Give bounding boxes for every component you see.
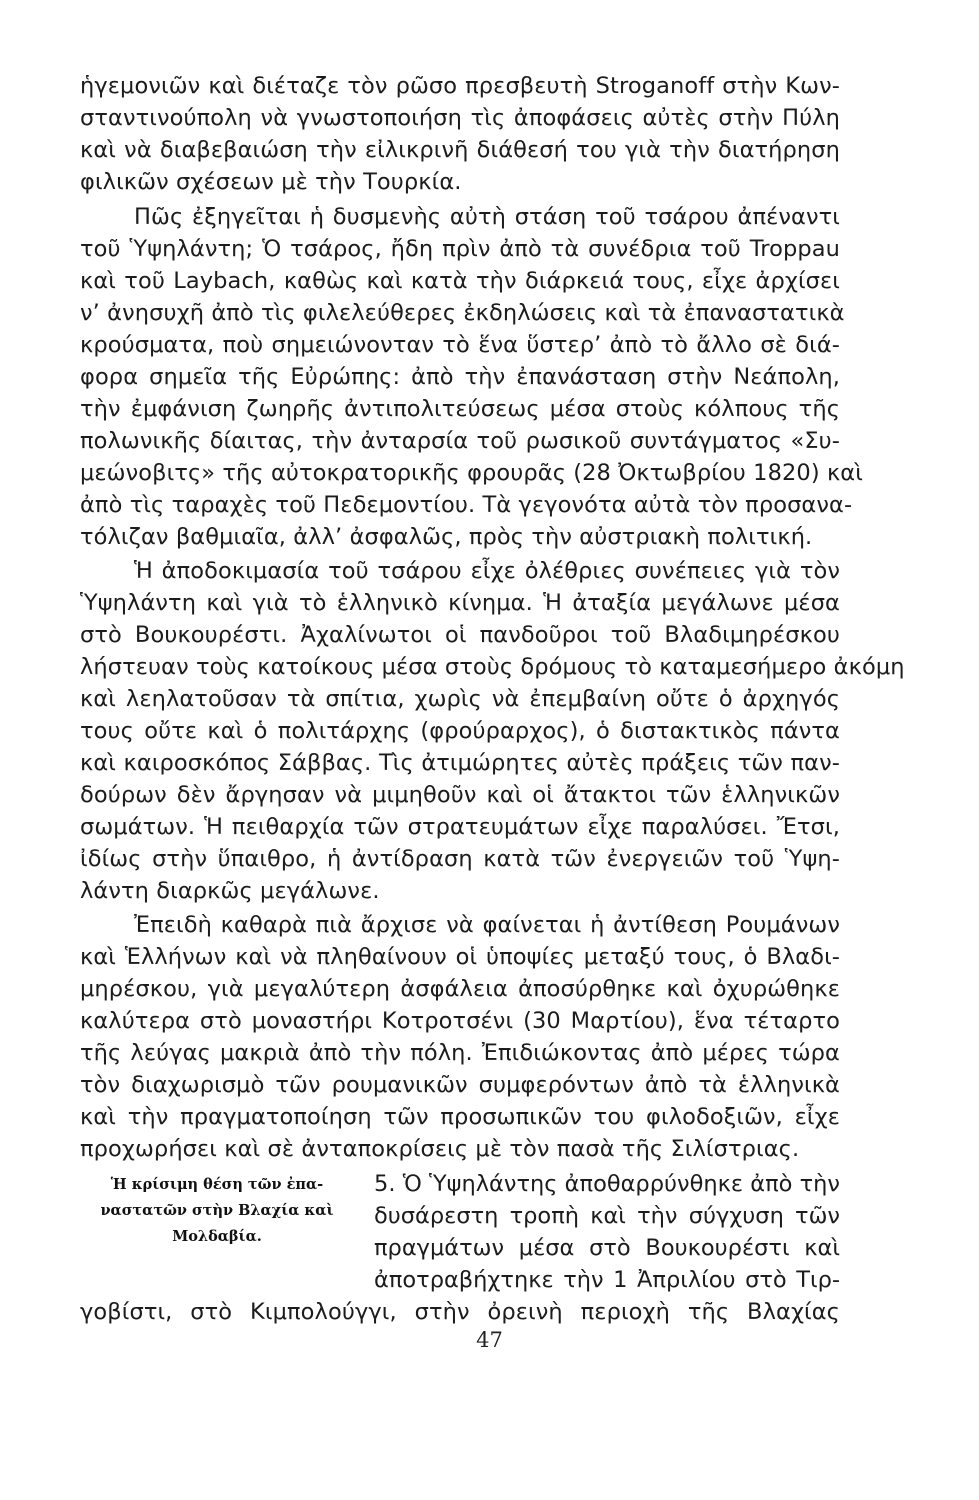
text-line: καὶ καιροσκόπος Σάββας. Τὶς ἀτιμώρητες αὐτὲς πράξεις τῶν παν- <box>80 750 840 776</box>
margin-note <box>82 1172 352 1250</box>
text-line: δούρων δὲν ἄργησαν νὰ μιμηθοῦν καὶ οἱ ἄτακτοι τῶν ἑλληνικῶν <box>80 782 840 808</box>
text-line: κρούσματα, ποὺ σημειώνονταν τὸ ἕνα ὕστερ’ ἀπὸ τὸ ἄλλο σὲ διά- <box>80 332 840 358</box>
text-line: τόλιζαν βαθμιαῖα, ἀλλ’ ἀσφαλῶς, πρὸς τὴν αὐστριακὴ πολιτική. <box>80 524 813 550</box>
text-line: ν’ ἀνησυχῆ ἀπὸ τὶς φιλελεύθερες ἐκδηλώσεις καὶ τὰ ἐπαναστατικὰ <box>80 300 845 326</box>
text-line: γοβίστι, στὸ Κιμπολούγγι, στὴν ὀρεινὴ περιοχὴ τῆς Βλαχίας <box>80 1299 840 1325</box>
text-line: τῆς λεύγας μακριὰ ἀπὸ τὴν πόλη. Ἐπιδιώκοντας ἀπὸ μέρες τώρα <box>80 1040 840 1066</box>
text-line: Ἐπειδὴ καθαρὰ πιὰ ἄρχισε νὰ φαίνεται ἡ ἀντίθεση Ρουμάνων <box>134 912 840 938</box>
text-line: καλύτερα στὸ μοναστήρι Κοτροτσένι (30 Μαρτίου), ἕνα τέταρτο <box>80 1008 840 1034</box>
text-line: ἰδίως στὴν ὕπαιθρο, ἡ ἀντίδραση κατὰ τῶν ἐνεργειῶν τοῦ Ὑψη- <box>80 846 840 872</box>
section-heading-line: 5. Ὁ Ὑψηλάντης ἀποθαρρύνθηκε ἀπὸ τὴν <box>374 1171 840 1197</box>
text-line: σωμάτων. Ἡ πειθαρχία τῶν στρατευμάτων εἶχε παραλύσει. Ἔτσι, <box>80 814 840 840</box>
text-line: ἀπὸ τὶς ταραχὲς τοῦ Πεδεμοντίου. Τὰ γεγονότα αὐτὰ τὸν προσανα- <box>80 492 853 518</box>
text-line: Ἡ ἀποδοκιμασία τοῦ τσάρου εἶχε ὀλέθριες συνέπειες γιὰ τὸν <box>134 558 840 584</box>
text-line: καὶ Ἑλλήνων καὶ νὰ πληθαίνουν οἱ ὑποψίες μεταξύ τους, ὁ Βλαδι- <box>80 944 840 970</box>
page-number: 47 <box>476 1328 503 1352</box>
text-line: τοῦ Ὑψηλάντη; Ὁ τσάρος, ἤδη πρὶν ἀπὸ τὰ συνέδρια τοῦ Troppau <box>80 236 840 262</box>
text-line: τὸν διαχωρισμὸ τῶν ρουμανικῶν συμφερόντων ἀπὸ τὰ ἑλληνικὰ <box>80 1072 840 1098</box>
text-line: Ὑψηλάντη καὶ γιὰ τὸ ἑλληνικὸ κίνημα. Ἡ ἀταξία μεγάλωνε μέσα <box>80 590 840 616</box>
text-line: καὶ λεηλατοῦσαν τὰ σπίτια, χωρὶς νὰ ἐπεμβαίνη οὔτε ὁ ἀρχηγός <box>80 686 840 712</box>
text-line: μεώνοβιτς» τῆς αὐτοκρατορικῆς φρουρᾶς (28 Ὀκτωβρίου 1820) καὶ <box>80 460 863 486</box>
text-line: λήστευαν τοὺς κατοίκους μέσα στοὺς δρόμους τὸ καταμεσήμερο ἀκόμη <box>80 654 905 680</box>
text-line: σταντινούπολη νὰ γνωστοποιήση τὶς ἀποφάσεις αὐτὲς στὴν Πύλη <box>80 105 840 131</box>
text-line: πολωνικῆς δίαιτας, τὴν ἀνταρσία τοῦ ρωσικοῦ συντάγματος «Συ- <box>80 428 840 454</box>
text-line: λάντη διαρκῶς μεγάλωνε. <box>80 878 380 904</box>
text-line: καὶ τὴν πραγματοποίηση τῶν προσωπικῶν του φιλοδοξιῶν, εἶχε <box>80 1104 840 1130</box>
text-line: καὶ νὰ διαβεβαιώση τὴν εἰλικρινῆ διάθεσή του γιὰ τὴν διατήρηση <box>80 137 840 163</box>
text-line: ἡγεμονιῶν καὶ διέταζε τὸν ρῶσο πρεσβευτὴ Stroganoff στὴν Κων- <box>80 73 840 99</box>
text-line: Πῶς ἐξηγεῖται ἡ δυσμενὴς αὐτὴ στάση τοῦ τσάρου ἀπέναντι <box>134 204 840 230</box>
margin-note-line: Ἡ κρίσιμη θέση τῶν ἐπα- <box>110 1176 324 1193</box>
text-line: φιλικῶν σχέσεων μὲ τὴν Τουρκία. <box>80 169 462 195</box>
text-line: τὴν ἐμφάνιση ζωηρῆς ἀντιπολιτεύσεως μέσα στοὺς κόλπους τῆς <box>80 396 840 422</box>
text-line: στὸ Βουκουρέστι. Ἀχαλίνωτοι οἱ πανδοῦροι τοῦ Βλαδιμηρέσκου <box>80 622 840 648</box>
text-line: ἀποτραβήχτηκε τὴν 1 Ἀπριλίου στὸ Τιρ- <box>374 1267 840 1293</box>
text-line: προχωρήσει καὶ σὲ ἀνταποκρίσεις μὲ τὸν πασὰ τῆς Σιλίστριας. <box>80 1136 800 1162</box>
margin-note-line: Μολδαβία. <box>172 1228 262 1245</box>
text-line: δυσάρεστη τροπὴ καὶ τὴν σύγχυση τῶν <box>374 1203 840 1229</box>
text-line: φορα σημεῖα τῆς Εὐρώπης: ἀπὸ τὴν ἐπανάσταση στὴν Νεάπολη, <box>80 364 840 390</box>
text-line: πραγμάτων μέσα στὸ Βουκουρέστι καὶ <box>374 1235 840 1261</box>
text-line: μηρέσκου, γιὰ μεγαλύτερη ἀσφάλεια ἀποσύρθηκε καὶ ὀχυρώθηκε <box>80 976 840 1002</box>
text-line: τους οὔτε καὶ ὁ πολιτάρχης (φρούραρχος), ὁ διστακτικὸς πάντα <box>80 718 840 744</box>
text-line: καὶ τοῦ Laybach, καθὼς καὶ κατὰ τὴν διάρκειά τους, εἶχε ἀρχίσει <box>80 268 840 294</box>
margin-note-line: ναστατῶν στὴν Βλαχία καὶ <box>100 1202 334 1219</box>
